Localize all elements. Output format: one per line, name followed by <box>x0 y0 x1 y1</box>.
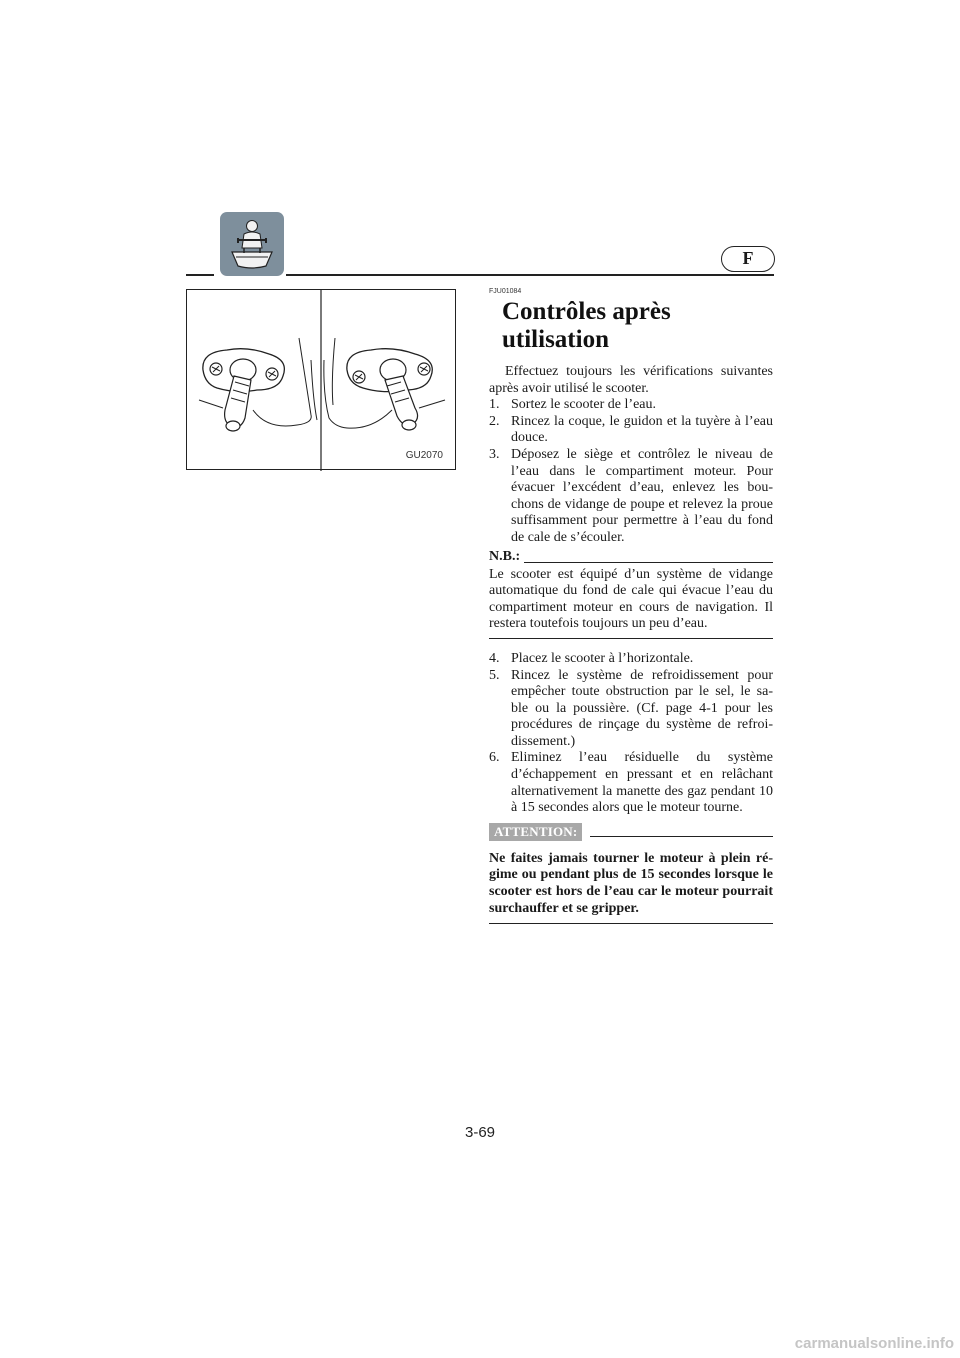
section-title: Contrôles après utilisation <box>502 298 671 353</box>
list-item: 1. Sortez le scooter de l’eau. <box>489 397 656 413</box>
caution-header <box>489 823 773 841</box>
watermark: carmanualsonline.info <box>794 1335 954 1352</box>
steps-list-second <box>489 651 773 817</box>
page-number: 3-69 <box>464 1124 496 1141</box>
note-label: N.B.: <box>489 548 521 564</box>
intro-paragraph: Effectuez toujours les vérifications suivantes après avoir utilisé le scooter. <box>489 364 773 396</box>
language-badge: F <box>721 246 775 272</box>
caution-label: ATTENTION: <box>489 823 582 841</box>
list-item: 2. Rincez la coque, le guidon et la tuyère à l’eau douce. <box>489 413 773 446</box>
list-item: 6. Eliminez l’eau résiduelle du système d’échappement en pressant et en relâchant alternativement la manette des gaz pendant 10 à 15 secondes alors que le moteur tourne. <box>489 750 773 816</box>
list-item: 4. Placez le scooter à l’horizontale. <box>489 650 694 666</box>
caution-text: Ne faites jamais tourner le moteur à plein ré- gime ou pendant plus de 15 secondes lorsque le scooter est hors de l’eau car le moteur pourrait surchauffer et se gripper. <box>489 851 773 924</box>
header-rule-left <box>186 274 214 276</box>
note-rule <box>524 562 773 563</box>
list-item: 5. Rincez le système de refroidissement pour empêcher toute obstruction par le sel, le sa- ble ou la poussière. (Cf. page 4-1 pour les procédures de rinçage du système de refroi- dissement.) <box>489 667 773 749</box>
section-code: FJU01084 <box>489 288 522 295</box>
note-text: Le scooter est équipé d’un système de vidange automatique du fond de cale qui évacue l’eau du compartiment moteur en cours de navigation. Il restera toutefois toujours un peu d’eau. <box>489 567 773 639</box>
figure-code: GU2070 <box>405 450 443 461</box>
jet-ski-rider-icon <box>220 212 284 276</box>
content-column <box>489 288 773 924</box>
list-item: 3. Déposez le siège et contrôlez le niveau de l’eau dans le compartiment moteur. Pour évacuer l’excédent d’eau, enlevez les bou- chons de vidange de poupe et relevez la proue suffisamment pour permettre à l’eau du fond de cale de s’écouler. <box>489 446 773 545</box>
steps-list-first <box>489 397 773 546</box>
note-header <box>489 549 773 565</box>
header-rule-right <box>286 274 774 276</box>
caution-rule <box>590 836 773 837</box>
drain-plug-illustration <box>186 289 456 470</box>
